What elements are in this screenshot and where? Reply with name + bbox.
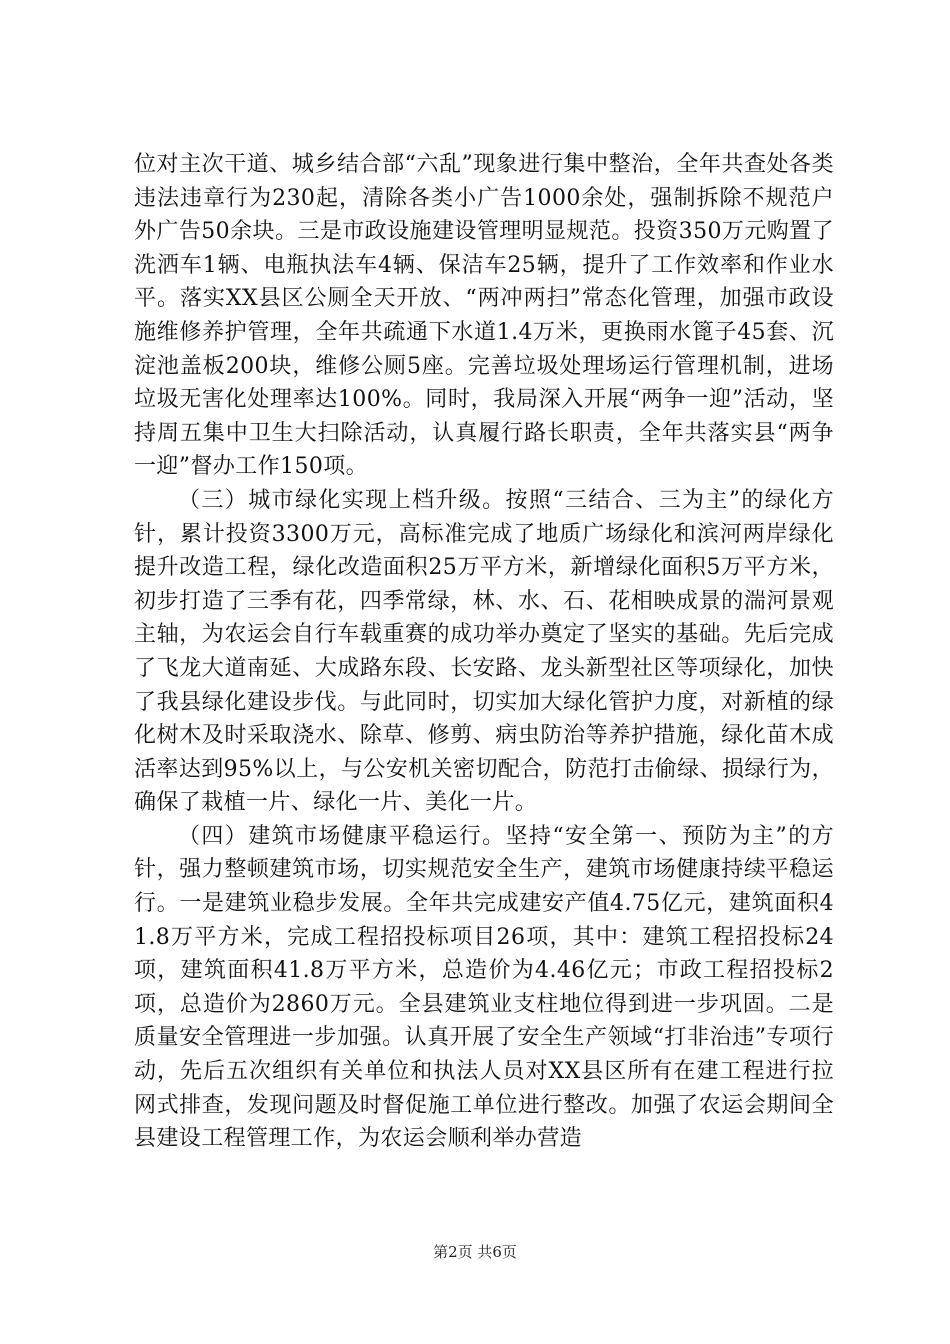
paragraph-urban-greening: （三）城市绿化实现上档升级。按照“三结合、三为主”的绿化方针，累计投资3300万元，高标准完成了地质广场绿化和滨河两岸绿化提升改造工程，绿化改造面积25万平方米，新增绿化面积5万平方米，初步打造了三季有花，四季常绿，林、水、石、花相映成景的湍河景观主轴，为农运会自行车载重赛的成功举办奠定了坚实的基础。先后完成了飞龙大道南延、大成路东段、长安路、龙头新型社区等项绿化，加快了我县绿化建设步伐。与此同时，切实加大绿化管护力度，对新植的绿化树木及时采取浇水、除草、修剪、病虫防治等养护措施，绿化苗木成活率达到95%以上，与公安机关密切配合，防范打击偷绿、损绿行为，确保了栽植一片、绿化一片、美化一片。 xyxy=(134,487,834,816)
paragraph-construction-market: （四）建筑市场健康平稳运行。坚持“安全第一、预防为主”的方针，强力整顿建筑市场，切实规范安全生产，建筑市场健康持续平稳运行。一是建筑业稳步发展。全年共完成建安产值4.75亿元，建筑面积41.8万平方米，完成工程招投标项目26项，其中：建筑工程招投标24项，建筑面积41.8万平方米，总造价为4.46亿元；市政工程招投标2项，总造价为2860万元。全县建筑业支柱地位得到进一步巩固。二是质量安全管理进一步加强。认真开展了安全生产领域“打非治违”专项行动，先后五次组织有关单位和执法人员对XX县区所有在建工程进行拉网式排查，发现问题及时督促施工单位进行整改。加强了农运会期间全县建设工程管理工作，为农运会顺利举办营造 xyxy=(134,823,834,1152)
document-body xyxy=(134,148,834,1156)
page-number-footer: 第2页 共6页 xyxy=(433,1243,517,1261)
paragraph-continuation: 位对主次干道、城乡结合部“六乱”现象进行集中整治，全年共查处各类违法违章行为230起，清除各类小广告1000余处，强制拆除不规范户外广告50余块。三是市政设施建设管理明显规范。投资350万元购置了洗洒车1辆、电瓶执法车4辆、保洁车25辆，提升了工作效率和作业水平。落实XX县区公厕全天开放、“两冲两扫”常态化管理，加强市政设施维修养护管理，全年共疏通下水道1.4万米，更换雨水篦子45套、沉淀池盖板200块，维修公厕5座。完善垃圾处理场运行管理机制，进场垃圾无害化处理率达100%。同时，我局深入开展“两争一迎”活动，坚持周五集中卫生大扫除活动，认真履行路长职责，全年共落实县“两争一迎”督办工作150项。 xyxy=(134,152,834,480)
